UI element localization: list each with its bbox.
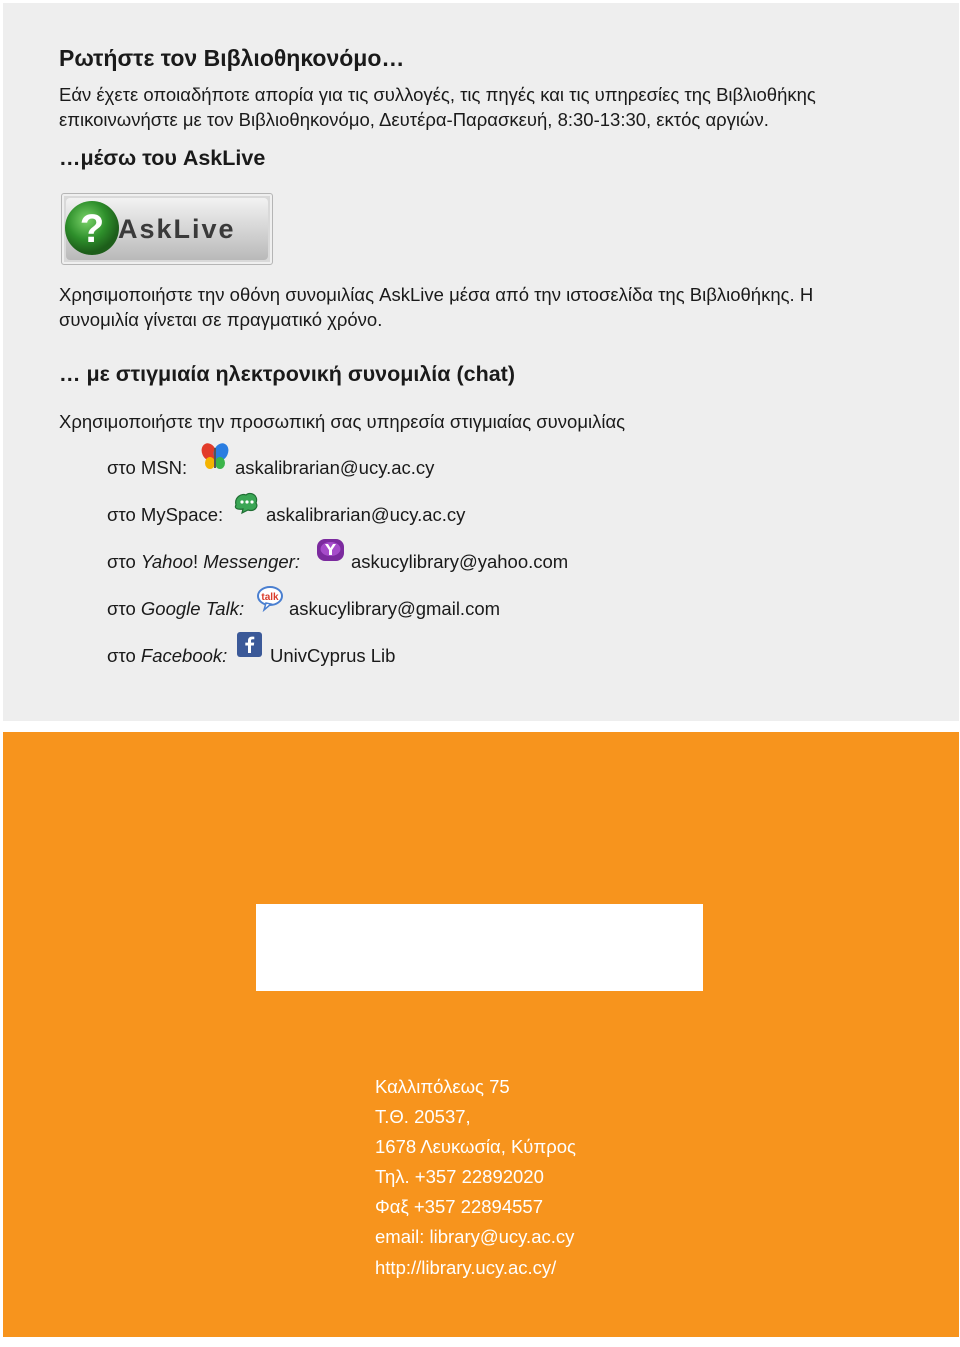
- contact-email[interactable]: email: library@ucy.ac.cy: [375, 1226, 575, 1247]
- intro-line-2: επικοινωνήστε με τον Βιβλιοθηκονόμο, Δευτέρα-Παρασκευή, 8:30-13:30, εκτός αργιών.: [59, 109, 769, 130]
- myspace-icon: [232, 489, 260, 515]
- google-talk-address[interactable]: askucylibrary@gmail.com: [289, 598, 501, 619]
- address-city: 1678 Λευκωσία, Κύπρος: [375, 1136, 576, 1157]
- asklive-text-line-1: Χρησιμοποιήστε την οθόνη συνομιλίας AskLive μέσα από την ιστοσελίδα της Βιβλιοθήκης. Η: [59, 284, 814, 305]
- asklive-logo-text: AskLive: [118, 214, 236, 244]
- asklive-text-line-2: συνομιλία γίνεται σε πραγματικό χρόνο.: [59, 309, 383, 330]
- asklive-question-mark: ?: [79, 207, 105, 251]
- intro-line-1: Εάν έχετε οποιαδήποτε απορία για τις συλλογές, τις πηγές και τις υπηρεσίες της Βιβλιοθήκης: [59, 84, 816, 105]
- address-street: Καλλιπόλεως 75: [375, 1076, 510, 1097]
- chat-heading: … με στιγμιαία ηλεκτρονική συνομιλία (chat): [59, 362, 515, 386]
- facebook-account[interactable]: UnivCyprus Lib: [270, 645, 396, 666]
- asklive-logo[interactable]: [61, 193, 273, 265]
- myspace-address[interactable]: askalibrarian@ucy.ac.cy: [266, 504, 466, 525]
- chat-intro: Χρησιμοποιήστε την προσωπική σας υπηρεσία στιγμιαίας συνομιλίας: [59, 411, 626, 432]
- facebook-label: στο Facebook:: [107, 645, 228, 666]
- contact-phone: Τηλ. +357 22892020: [375, 1166, 544, 1187]
- myspace-label: στο MySpace:: [107, 504, 224, 525]
- google-talk-icon: [256, 584, 284, 612]
- address-po-box: Τ.Θ. 20537,: [375, 1106, 471, 1127]
- yahoo-address[interactable]: askucylibrary@yahoo.com: [351, 551, 569, 572]
- svg-text:talk: talk: [261, 592, 279, 603]
- blank-white-box: [256, 904, 703, 991]
- asklive-logo-graphic: [62, 194, 272, 264]
- msn-butterfly-icon: [200, 441, 230, 471]
- page-title: Ρωτήστε τον Βιβλιοθηκονόμο…: [59, 45, 405, 71]
- yahoo-label: στο Yahoo! Messenger:: [107, 551, 300, 572]
- contact-fax: Φαξ +357 22894557: [375, 1196, 543, 1217]
- msn-address[interactable]: askalibrarian@ucy.ac.cy: [235, 457, 435, 478]
- contact-website-link[interactable]: http://library.ucy.ac.cy/: [375, 1257, 557, 1278]
- msn-label: στο MSN:: [107, 457, 188, 478]
- google-talk-label: στο Google Talk:: [107, 598, 245, 619]
- asklive-heading: …μέσω του AskLive: [59, 146, 266, 170]
- facebook-icon: [237, 632, 262, 657]
- yahoo-icon: [316, 536, 346, 566]
